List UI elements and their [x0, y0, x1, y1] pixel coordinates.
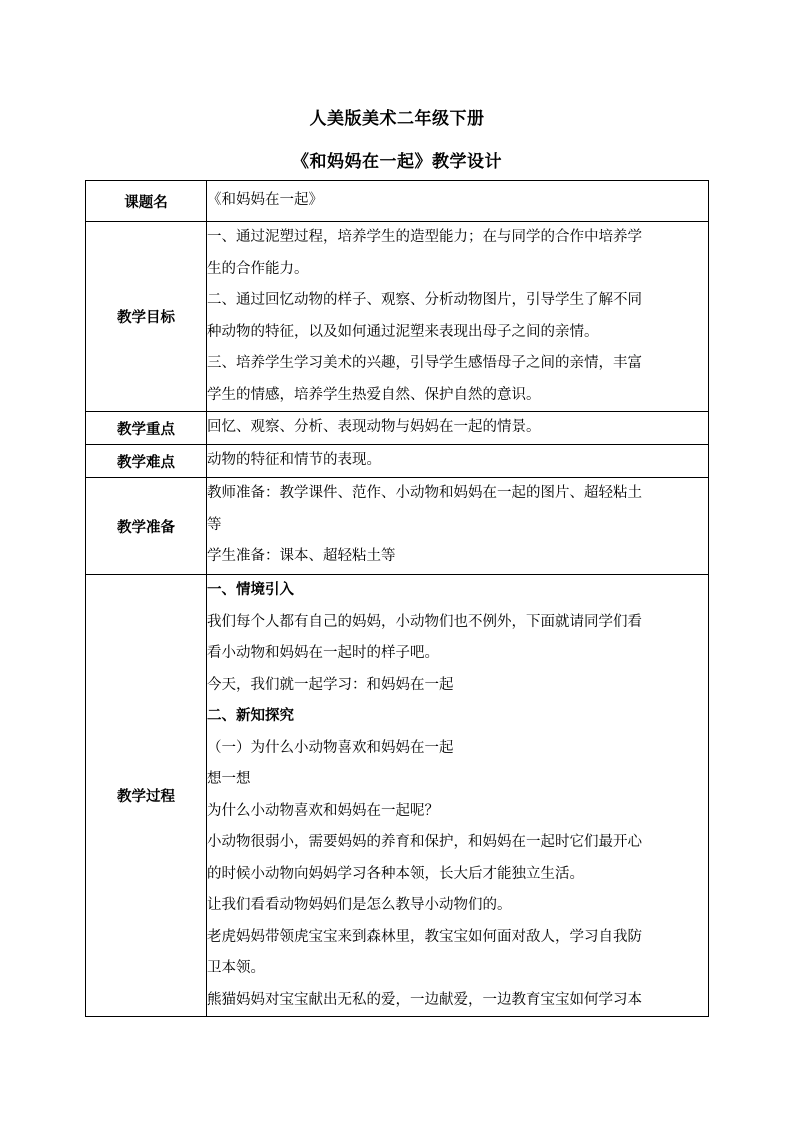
content-line: （一）为什么小动物喜欢和妈妈在一起 — [207, 739, 454, 756]
content-line: 小动物很弱小，需要妈妈的养育和保护，和妈妈在一起时它们最开心 — [207, 834, 642, 850]
content-line: 一、通过泥塑过程，培养学生的造型能力；在与同学的合作中培养学 — [207, 229, 642, 245]
content-line: 看小动物和妈妈在一起时的样子吧。 — [207, 645, 439, 661]
document-title-series: 人美版美术二年级下册 — [309, 109, 485, 129]
content-line: 生的合作能力。 — [207, 260, 309, 277]
content-line: 我们每个人都有自己的妈妈，小动物们也不例外，下面就请同学们看 — [207, 613, 642, 630]
content-line: 《和妈妈在一起》 — [207, 192, 323, 209]
content-line: 为什么小动物喜欢和妈妈在一起呢？ — [207, 802, 439, 819]
content-line: 二、通过回忆动物的样子、观察、分析动物图片，引导学生了解不同 — [207, 292, 642, 308]
row-label-preparation: 教学准备 — [86, 478, 207, 575]
section-heading: 一、情境引入 — [207, 582, 294, 598]
document-title-lesson: 《和妈妈在一起》教学设计 — [292, 152, 502, 172]
row-label-difficulties: 教学难点 — [86, 445, 207, 478]
row-content-difficulties — [207, 445, 709, 478]
row-content-key-points — [207, 412, 709, 445]
content-line: 种动物的特征，以及如何通过泥塑来表现出母子之间的亲情。 — [207, 323, 599, 340]
row-label-key-points: 教学重点 — [86, 412, 207, 445]
table-row-preparation — [86, 478, 709, 575]
content-line: 让我们看看动物妈妈们是怎么教导小动物们的。 — [207, 897, 512, 913]
row-label-topic: 课题名 — [86, 181, 207, 222]
content-line: 卫本领。 — [207, 960, 265, 976]
content-line: 学生的情感，培养学生热爱自然、保护自然的意识。 — [207, 386, 541, 403]
table-row-key-points — [86, 412, 709, 445]
section-heading: 二、新知探究 — [207, 708, 294, 724]
table-row-process — [86, 575, 709, 1017]
row-content-process — [207, 575, 709, 1017]
table-row-topic — [86, 181, 709, 222]
content-line: 想一想 — [207, 771, 251, 787]
content-line: 回忆、观察、分析、表现动物与妈妈在一起的情景。 — [207, 419, 541, 436]
content-line: 的时候小动物向妈妈学习各种本领，长大后才能独立生活。 — [207, 865, 584, 882]
row-content-preparation — [207, 478, 709, 575]
lesson-plan-table — [85, 180, 709, 1017]
table-row-goals — [86, 222, 709, 412]
content-line: 今天，我们就一起学习：和妈妈在一起 — [207, 676, 454, 693]
row-content-topic — [207, 181, 709, 222]
content-line: 熊猫妈妈对宝宝献出无私的爱，一边献爱，一边教育宝宝如何学习本 — [207, 991, 642, 1008]
row-label-process: 教学过程 — [86, 575, 207, 1017]
content-line: 等 — [207, 516, 222, 533]
content-line: 教师准备：教学课件、范作、小动物和妈妈在一起的图片、超轻粘土 — [207, 485, 642, 501]
row-label-goals: 教学目标 — [86, 222, 207, 412]
table-row-difficulties — [86, 445, 709, 478]
content-line: 学生准备：课本、超轻粘土等 — [207, 548, 396, 564]
content-line: 动物的特征和情节的表现。 — [207, 452, 381, 469]
content-line: 三、培养学生学习美术的兴趣，引导学生感悟母子之间的亲情，丰富 — [207, 355, 642, 371]
content-line: 老虎妈妈带领虎宝宝来到森林里，教宝宝如何面对敌人，学习自我防 — [207, 928, 642, 945]
row-content-goals — [207, 222, 709, 412]
